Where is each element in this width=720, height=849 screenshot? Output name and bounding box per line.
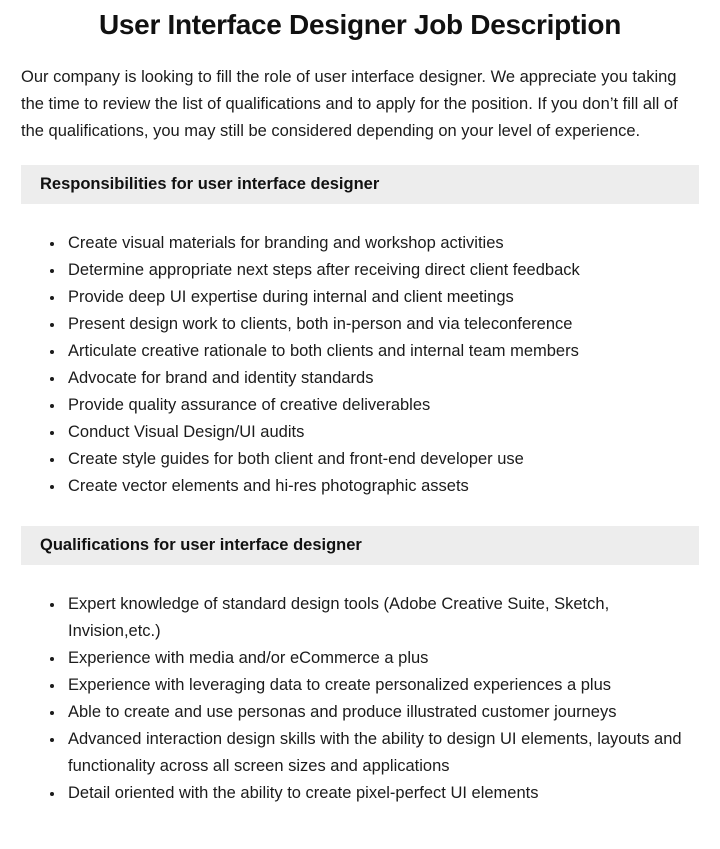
list-item: • Present design work to clients, both in-person and via teleconference	[65, 311, 699, 338]
qualifications-list	[21, 591, 699, 807]
page-title: User Interface Designer Job Description	[98, 9, 622, 40]
intro-paragraph: Our company is looking to fill the role of user interface designer. We appreciate you taking the time to review the list of qualifications and to apply for the position. If you don’t fill all of the qualifications, you may still be considered depending on your level of experience.	[21, 67, 678, 140]
list-item: • Create visual materials for branding and workshop activities	[65, 230, 699, 257]
job-description-document	[0, 8, 720, 831]
list-item: • Advocate for brand and identity standards	[65, 365, 699, 392]
list-item: • Create vector elements and hi-res photographic assets	[65, 473, 699, 500]
list-item: • Determine appropriate next steps after receiving direct client feedback	[65, 257, 699, 284]
list-item: • Able to create and use personas and produce illustrated customer journeys	[65, 699, 699, 726]
list-item: • Experience with leveraging data to create personalized experiences a plus	[65, 672, 699, 699]
list-item: • Expert knowledge of standard design tools (Adobe Creative Suite, Sketch, Invision,etc.)	[65, 591, 699, 645]
list-item: • Provide quality assurance of creative deliverables	[65, 392, 699, 419]
list-item: • Detail oriented with the ability to create pixel-perfect UI elements	[65, 780, 699, 807]
responsibilities-list	[21, 230, 699, 500]
section-heading-text: Qualifications for user interface designer	[40, 535, 362, 554]
list-item: • Conduct Visual Design/UI audits	[65, 419, 699, 446]
list-item: • Advanced interaction design skills with the ability to design UI elements, layouts and functionality across all screen sizes and applications	[65, 726, 699, 780]
section-header-responsibilities	[21, 165, 699, 204]
list-item: • Articulate creative rationale to both clients and internal team members	[65, 338, 699, 365]
list-item: • Experience with media and/or eCommerce a plus	[65, 645, 699, 672]
section-heading-text: Responsibilities for user interface designer	[40, 174, 380, 193]
section-header-qualifications	[21, 526, 699, 565]
list-item: • Create style guides for both client and front-end developer use	[65, 446, 699, 473]
list-item: • Provide deep UI expertise during internal and client meetings	[65, 284, 699, 311]
